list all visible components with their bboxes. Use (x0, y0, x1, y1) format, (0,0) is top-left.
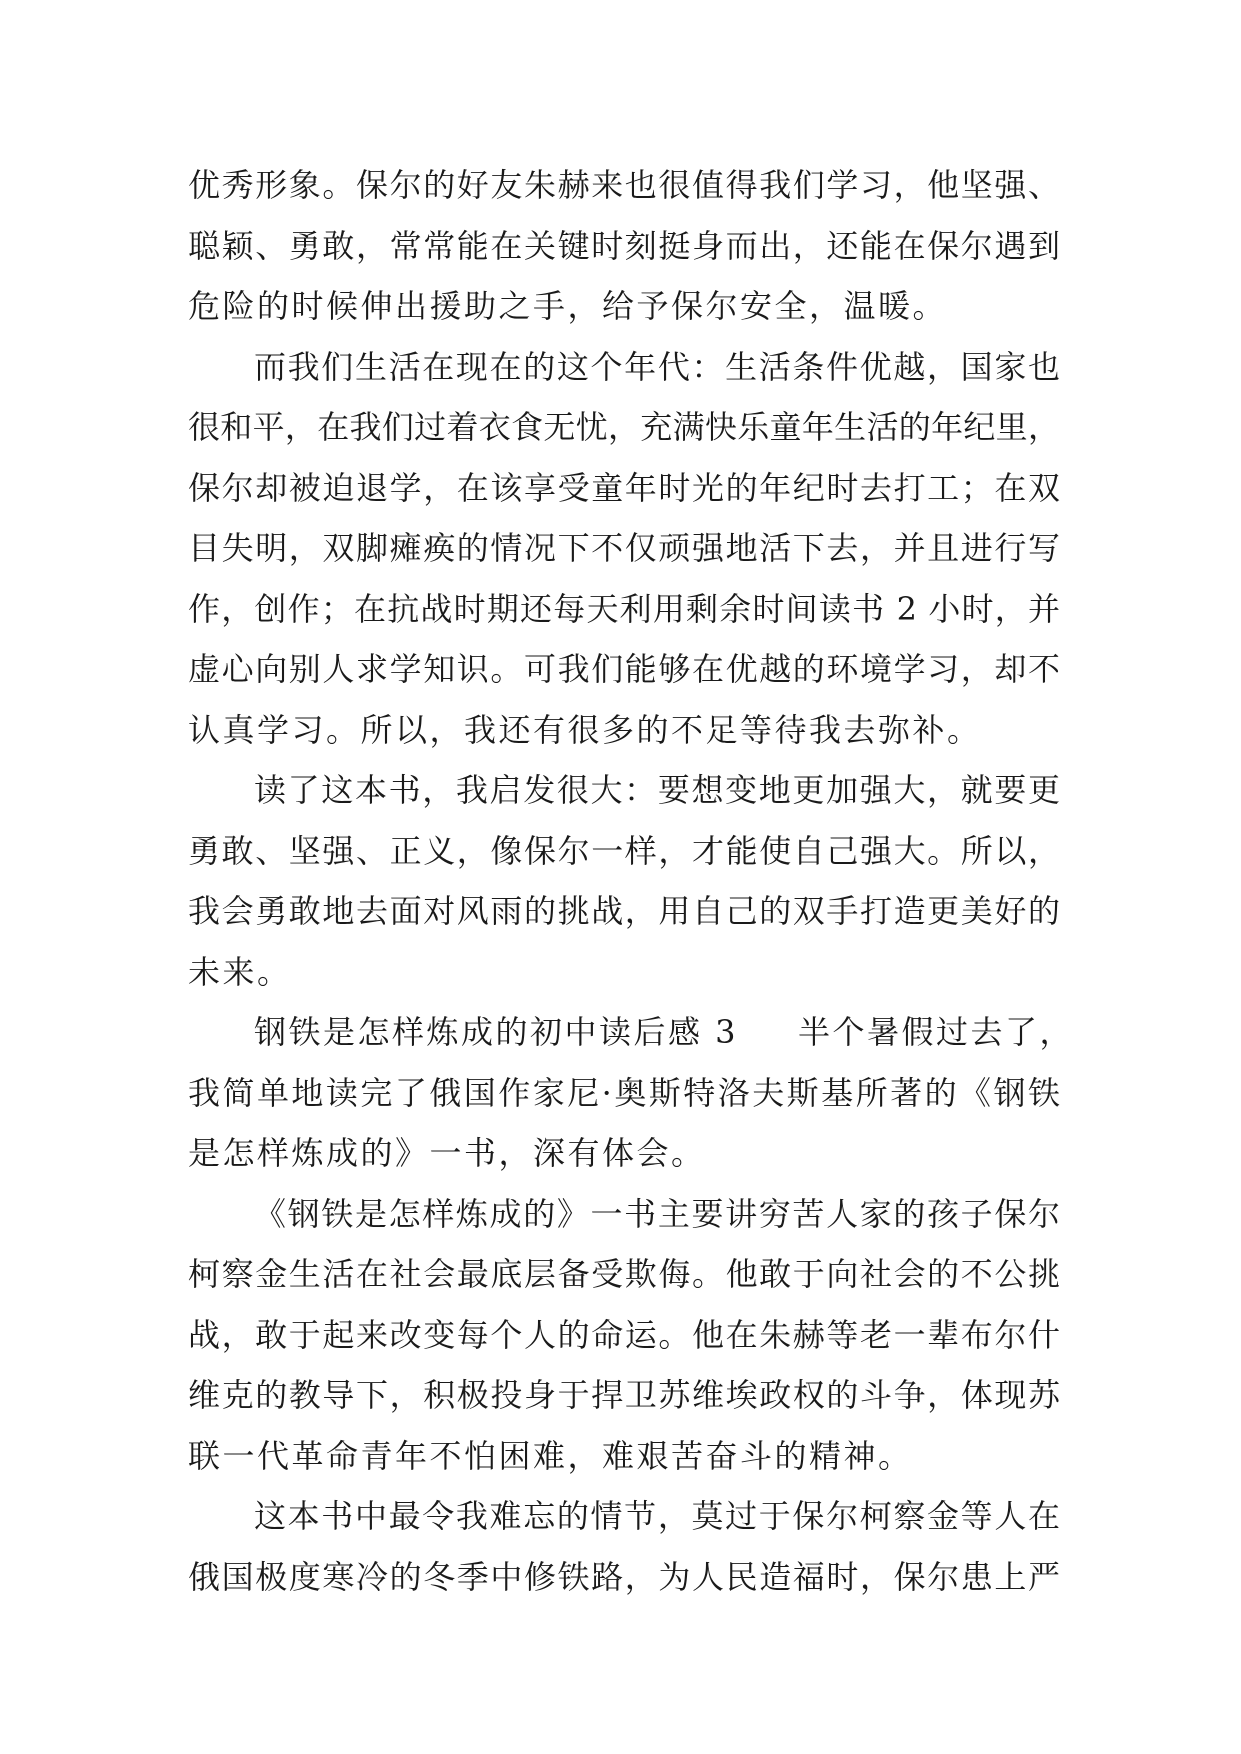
text-line (188, 458, 1060, 518)
text-line (188, 1547, 1060, 1607)
line-text: 未来。 (188, 952, 292, 991)
line-text: 战，敢于起来改变每个人的命运。他在朱赫等老一辈布尔什 (188, 1315, 1060, 1354)
text-line (188, 942, 292, 1002)
text-line (254, 337, 1060, 397)
text-line (188, 518, 1060, 578)
line-text: 《钢铁是怎样炼成的》一书主要讲穷苦人家的孩子保尔 (254, 1194, 1060, 1233)
text-line (188, 1123, 706, 1183)
line-text: 很和平，在我们过着衣食无忧，充满快乐童年生活的年纪里， (188, 408, 1060, 446)
line-text: 虚心向别人求学知识。可我们能够在优越的环境学习，却不 (188, 650, 1060, 688)
text-line (188, 216, 1060, 276)
line-text: 这本书中最令我难忘的情节，莫过于保尔柯察金等人在 (254, 1497, 1060, 1535)
line-text: 聪颖、勇敢，常常能在关键时刻挺身而出，还能在保尔遇到 (188, 226, 1060, 265)
line-text: 作，创作；在抗战时期还每天利用剩余时间读书 2 小时，并 (188, 589, 1060, 628)
line-text: 柯察金生活在社会最底层备受欺侮。他敢于向社会的不公挑 (188, 1255, 1060, 1293)
text-line (188, 1244, 1060, 1304)
text-line (188, 700, 982, 760)
text-line (254, 1184, 1060, 1244)
text-line (188, 881, 1060, 941)
text-line (254, 1486, 1060, 1546)
line-text: 俄国极度寒冷的冬季中修铁路，为人民造福时，保尔患上严 (188, 1557, 1060, 1596)
text-line (188, 397, 1060, 457)
text-line (188, 821, 1060, 881)
line-text: 读了这本书，我启发很大：要想变地更加强大，就要更 (254, 771, 1060, 809)
line-text: 认真学习。所以，我还有很多的不足等待我去弥补。 (188, 710, 982, 749)
line-text: 目失明，双脚瘫痪的情况下不仅顽强地活下去，并且进行写 (188, 529, 1060, 567)
line-text: 危险的时候伸出援助之手，给予保尔安全，温暖。 (188, 287, 948, 325)
line-text: 优秀形象。保尔的好友朱赫来也很值得我们学习，他坚强、 (188, 166, 1060, 204)
text-line (188, 276, 947, 336)
line-text: 联一代革命青年不怕困难，难艰苦奋斗的精神。 (188, 1436, 913, 1475)
line-text: 而我们生活在现在的这个年代：生活条件优越，国家也 (254, 347, 1060, 386)
text-line (188, 1426, 913, 1486)
text-line (188, 579, 1060, 639)
text-line (254, 1002, 1074, 1062)
line-text: 钢铁是怎样炼成的初中读后感 3 (254, 1013, 739, 1051)
line-text: 勇敢、坚强、正义，像保尔一样，才能使自己强大。所以， (188, 831, 1060, 870)
line-text: 我会勇敢地去面对风雨的挑战，用自己的双手打造更美好的 (188, 892, 1060, 930)
text-line (188, 155, 1060, 215)
line-text: 我简单地读完了俄国作家尼·奥斯特洛夫斯基所著的《钢铁 (188, 1073, 1060, 1112)
text-line (188, 639, 1060, 699)
line-text: 维克的教导下，积极投身于捍卫苏维埃政权的斗争，体现苏 (188, 1376, 1060, 1414)
text-line (188, 1305, 1060, 1365)
line-text: 保尔却被迫退学，在该享受童年时光的年纪时去打工；在双 (188, 468, 1060, 507)
text-line (188, 1365, 1060, 1425)
text-line (254, 760, 1060, 820)
line-text-continued: 半个暑假过去了， (798, 1013, 1075, 1051)
line-text: 是怎样炼成的》一书，深有体会。 (188, 1134, 706, 1172)
text-line (188, 1063, 1060, 1123)
